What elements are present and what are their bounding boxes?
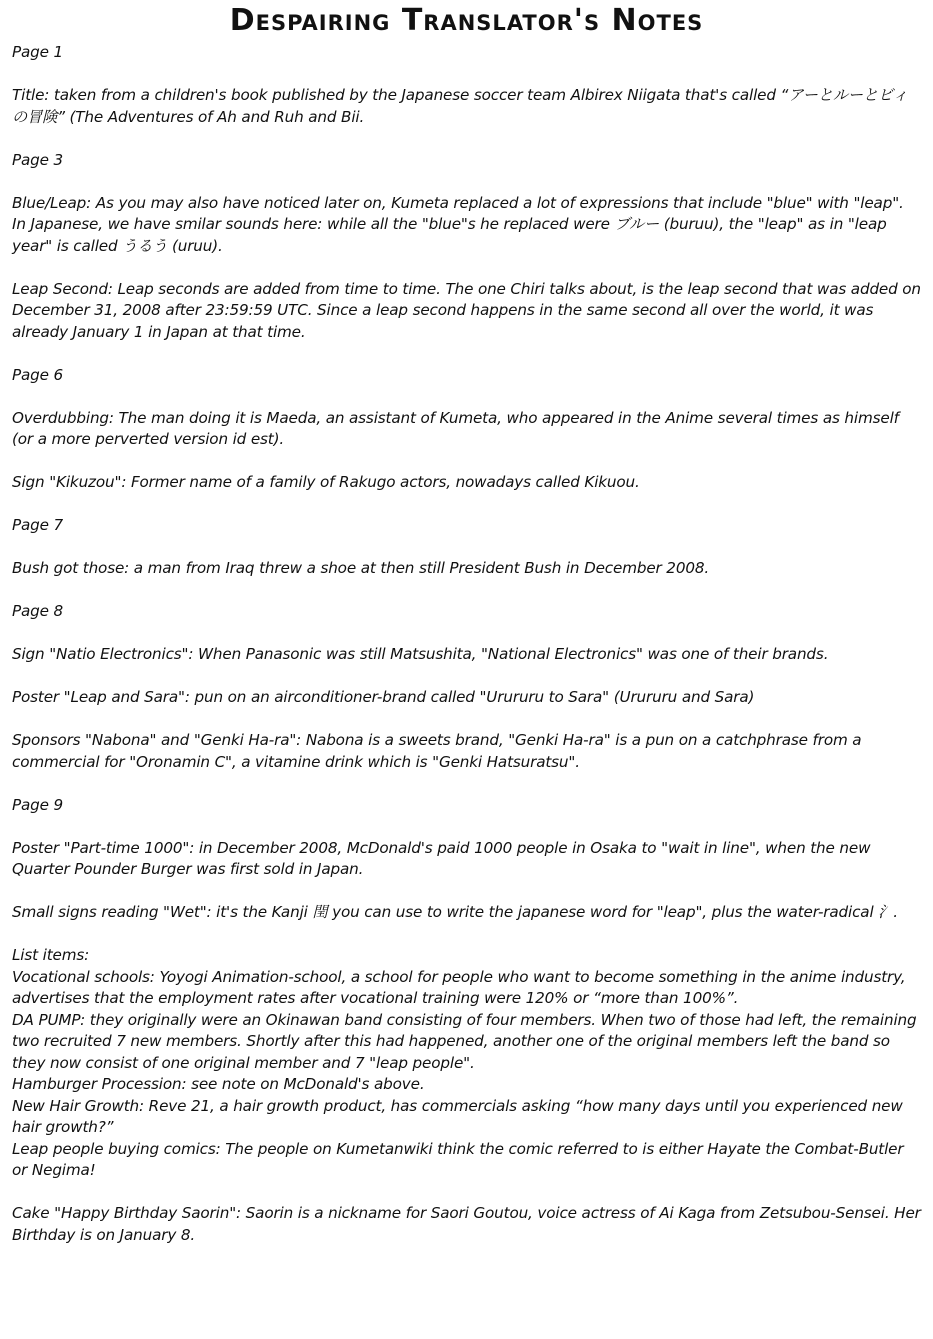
- note-leap-second: Leap Second: Leap seconds are added from time to time. The one Chiri talks about, is the leap second that was added on December 31, 2008 after 23:59:59 UTC. Since a leap second happens in the same second all over the world, it was already January 1 in Japan at that time.: [12, 279, 921, 341]
- list-item: Hamburger Procession: see note on McDonald's above.: [12, 1075, 425, 1093]
- section-heading-page-7: Page 7: [12, 516, 64, 534]
- note-leap-and-sara: Poster "Leap and Sara": pun on an airconditioner-brand called "Urururu to Sara" (Urururu and Sara): [12, 688, 755, 706]
- note-part-time-1000: Poster "Part-time 1000": in December 2008, McDonald's paid 1000 people in Osaka to "wait in line", when the new Quarter Pounder Burger was first sold in Japan.: [12, 838, 871, 878]
- list-item: New Hair Growth: Reve 21, a hair growth product, has commercials asking “how many days until you experienced new hair growth?”: [12, 1096, 903, 1136]
- note-overdubbing: Overdubbing: The man doing it is Maeda, an assistant of Kumeta, who appeared in the Anime several times as himself (or a more perverted version id est).: [12, 408, 899, 448]
- notes-content: [12, 42, 921, 1246]
- section-heading-page-1: Page 1: [12, 43, 64, 61]
- note-wet-signs: Small signs reading "Wet": it's the Kanji 閏 you can use to write the japanese word for "leap", plus the water-radical 氵.: [12, 903, 898, 921]
- list-label: List items:: [12, 946, 90, 964]
- list-items-block: [12, 945, 921, 1182]
- list-item: Vocational schools: Yoyogi Animation-school, a school for people who want to become something in the anime industry, advertises that the employment rates after vocational training were 120% or “more than 100%”.: [12, 967, 906, 1007]
- note-sign-kikuzou: Sign "Kikuzou": Former name of a family of Rakugo actors, nowadays called Kikuou.: [12, 473, 640, 491]
- page-title: Despairing Translator's Notes: [229, 3, 704, 38]
- note-bush: Bush got those: a man from Iraq threw a shoe at then still President Bush in December 2008.: [12, 559, 710, 577]
- section-heading-page-9: Page 9: [12, 795, 64, 814]
- note-natio-electronics: Sign "Natio Electronics": When Panasonic was still Matsushita, "National Electronics" was one of their brands.: [12, 645, 829, 663]
- list-item: DA PUMP: they originally were an Okinawan band consisting of four members. When two of those had left, the remaining two recruited 7 new members. Shortly after this had happened, another one of the original members left the band so they now consist of one original member and 7 "leap people".: [12, 1010, 917, 1072]
- note-cake-saorin: Cake "Happy Birthday Saorin": Saorin is a nickname for Saori Goutou, voice actress of Ai Kaga from Zetsubou-Sensei. Her Birthday is on January 8.: [12, 1204, 921, 1244]
- note-blue-leap: Blue/Leap: As you may also have noticed later on, Kumeta replaced a lot of expressions that include "blue" with "leap". In Japanese, we have smilar sounds here: while all the "blue"s he replaced were ブルー (buruu), the "leap" as in "leap year" is called うるう (uruu).: [12, 193, 904, 255]
- note-sponsors: Sponsors "Nabona" and "Genki Ha-ra": Nabona is a sweets brand, "Genki Ha-ra" is a pun on a catchphrase from a commercial for "Oronamin C", a vitamine drink which is "Genki Hatsuratsu".: [12, 731, 862, 771]
- section-heading-page-8: Page 8: [12, 602, 64, 620]
- section-heading-page-6: Page 6: [12, 365, 64, 384]
- note-title: Title: taken from a children's book published by the Japanese soccer team Albirex Niigata that's called “アーとルーとビィの冒険” (The Adventures of Ah and Ruh and Bii.: [12, 86, 908, 126]
- list-item: Leap people buying comics: The people on Kumetanwiki think the comic referred to is either Hayate the Combat-Butler or Negima!: [12, 1139, 904, 1179]
- section-heading-page-3: Page 3: [12, 150, 64, 169]
